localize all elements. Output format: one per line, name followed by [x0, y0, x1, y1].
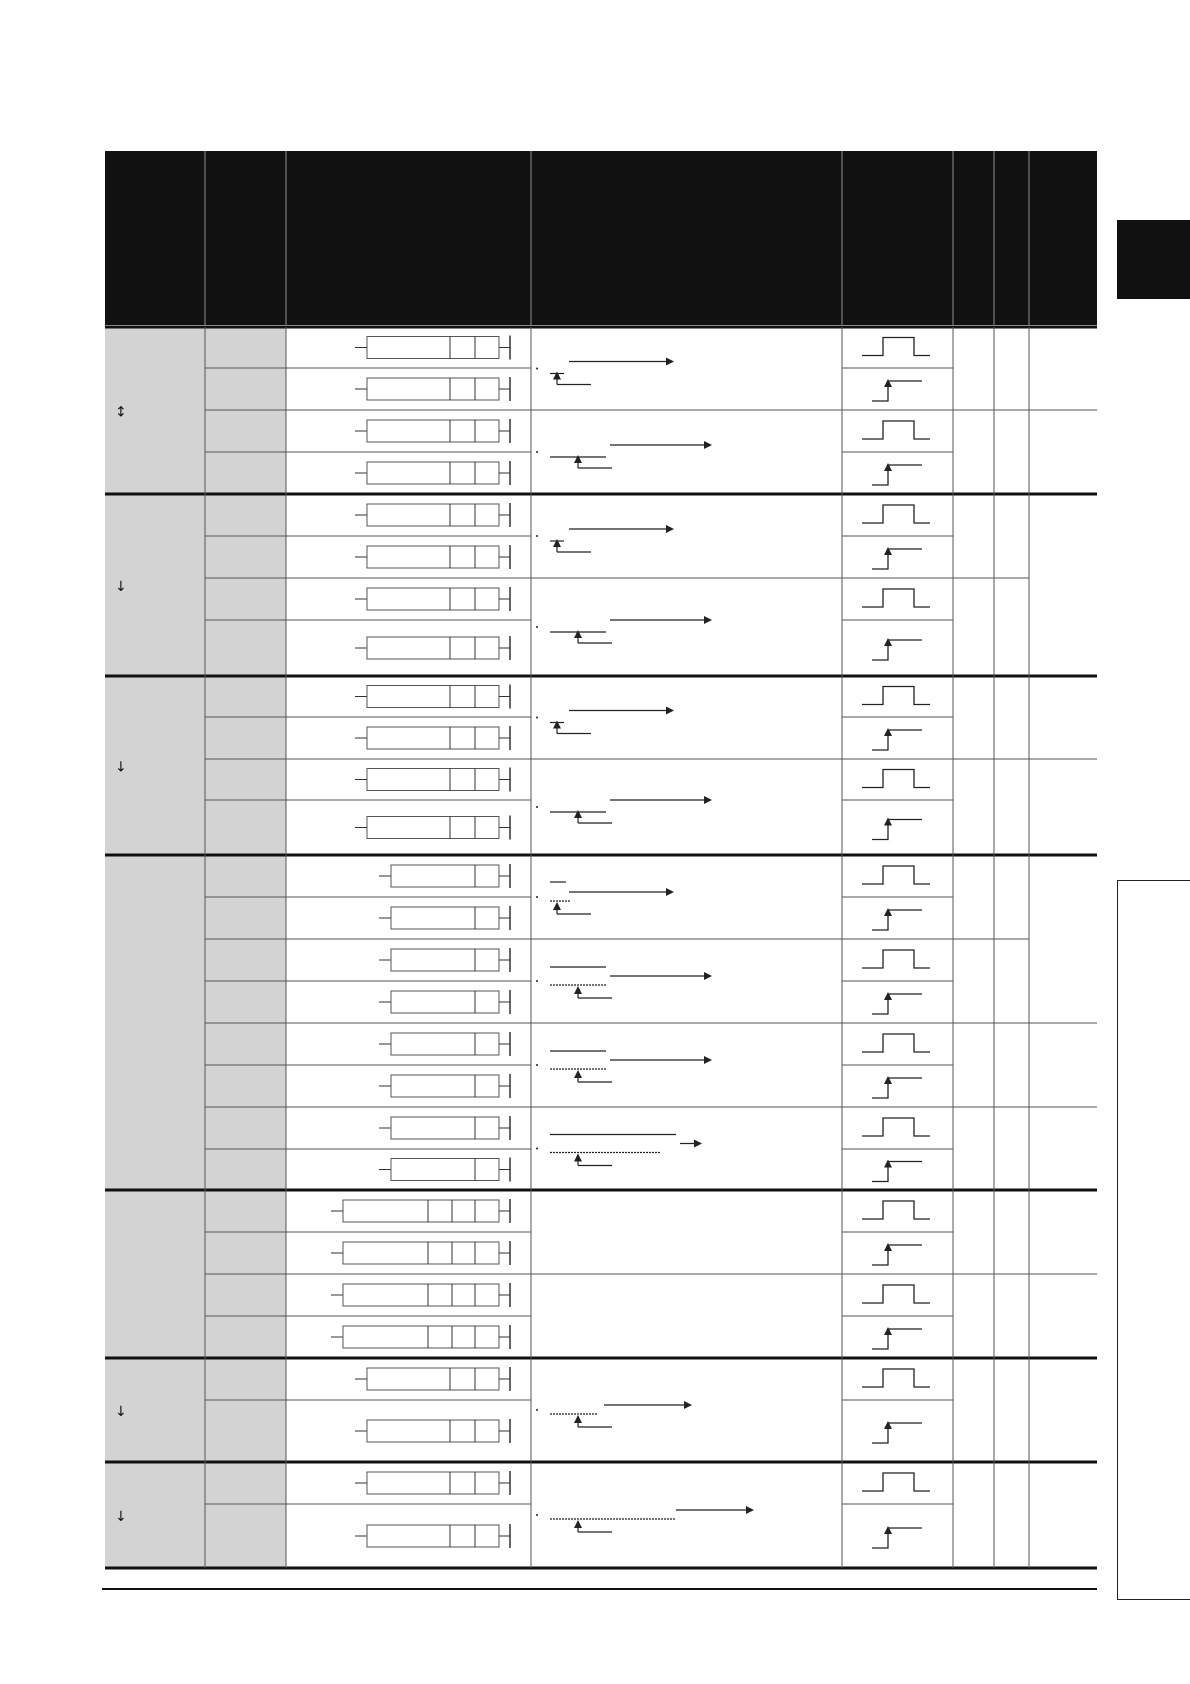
label-columns-shade [105, 327, 286, 1568]
ladder-instruction-14 [379, 906, 510, 930]
group-symbol-7: ↓ [115, 1509, 127, 1525]
group-symbol-1: ↕ [115, 404, 127, 421]
edge-symbol-6 [872, 547, 922, 569]
edge-symbol-10 [872, 728, 922, 750]
bottom-rule [102, 1588, 1097, 1590]
description-diagram-8 [536, 967, 712, 998]
pulse-symbol-19 [862, 1118, 930, 1136]
edge-symbol-26 [872, 1421, 922, 1443]
ladder-instruction-21 [331, 1199, 510, 1223]
ladder-instruction-13 [379, 864, 510, 888]
edge-symbol-12 [872, 818, 922, 840]
edge-symbol-4 [872, 463, 922, 485]
edge-symbol-22 [872, 1243, 922, 1265]
ladder-instruction-2 [355, 377, 510, 401]
description-diagram-2 [536, 441, 712, 468]
edge-symbol-18 [872, 1076, 922, 1098]
pulse-symbol-11 [862, 770, 930, 788]
ladder-instruction-12 [355, 816, 510, 840]
ladder-instruction-11 [355, 768, 510, 792]
ladder-instruction-6 [355, 545, 510, 569]
description-diagram-6 [536, 796, 712, 823]
ladder-instruction-18 [379, 1074, 510, 1098]
pulse-symbol-21 [862, 1201, 930, 1219]
description-diagram-12 [536, 1506, 754, 1532]
ladder-instruction-20 [379, 1158, 510, 1182]
ladder-instruction-23 [331, 1283, 510, 1307]
ladder-instruction-27 [355, 1471, 510, 1495]
ladder-instruction-5 [355, 503, 510, 527]
pulse-symbol-17 [862, 1034, 930, 1052]
pulse-symbol-27 [862, 1473, 930, 1491]
description-diagram-1 [536, 358, 674, 385]
ladder-instruction-24 [331, 1325, 510, 1349]
description-diagram-11 [536, 1401, 692, 1427]
description-diagram-9 [536, 1051, 712, 1082]
ladder-instruction-19 [379, 1116, 510, 1140]
edge-symbol-2 [872, 379, 922, 401]
description-diagram-4 [536, 616, 712, 643]
group-symbol-2: ↓ [115, 579, 127, 595]
edge-symbol-28 [872, 1526, 922, 1548]
edge-symbol-16 [872, 992, 922, 1014]
description-diagram-3 [536, 525, 674, 552]
ladder-instruction-26 [355, 1419, 510, 1443]
ladder-instruction-17 [379, 1032, 510, 1056]
pulse-symbol-9 [862, 687, 930, 705]
description-diagram-7 [536, 882, 674, 914]
edge-symbol-20 [872, 1160, 922, 1182]
pulse-symbol-1 [862, 338, 930, 356]
pulse-symbol-15 [862, 950, 930, 968]
pulse-symbol-25 [862, 1369, 930, 1387]
description-diagram-5 [536, 707, 674, 734]
ladder-instruction-28 [355, 1524, 510, 1548]
edge-symbol-8 [872, 638, 922, 660]
pulse-symbol-13 [862, 866, 930, 884]
description-diagram-10 [536, 1135, 702, 1166]
ladder-instruction-16 [379, 990, 510, 1014]
pulse-symbol-5 [862, 505, 930, 523]
pulse-symbol-7 [862, 589, 930, 607]
ladder-instruction-4 [355, 461, 510, 485]
table-header [105, 151, 1097, 325]
ladder-instruction-1 [355, 336, 510, 360]
group-symbol-3: ↓ [115, 759, 127, 776]
ladder-instruction-25 [355, 1367, 510, 1391]
pulse-symbol-23 [862, 1285, 930, 1303]
ladder-instruction-9 [355, 685, 510, 709]
ladder-instruction-8 [355, 636, 510, 660]
ladder-instruction-7 [355, 587, 510, 611]
pulse-symbol-3 [862, 421, 930, 439]
ladder-instruction-10 [355, 726, 510, 750]
ladder-instruction-22 [331, 1241, 510, 1265]
ladder-instruction-3 [355, 419, 510, 443]
group-symbol-6: ↓ [115, 1404, 127, 1420]
ladder-instruction-15 [379, 948, 510, 972]
edge-symbol-14 [872, 908, 922, 930]
edge-symbol-24 [872, 1327, 922, 1349]
